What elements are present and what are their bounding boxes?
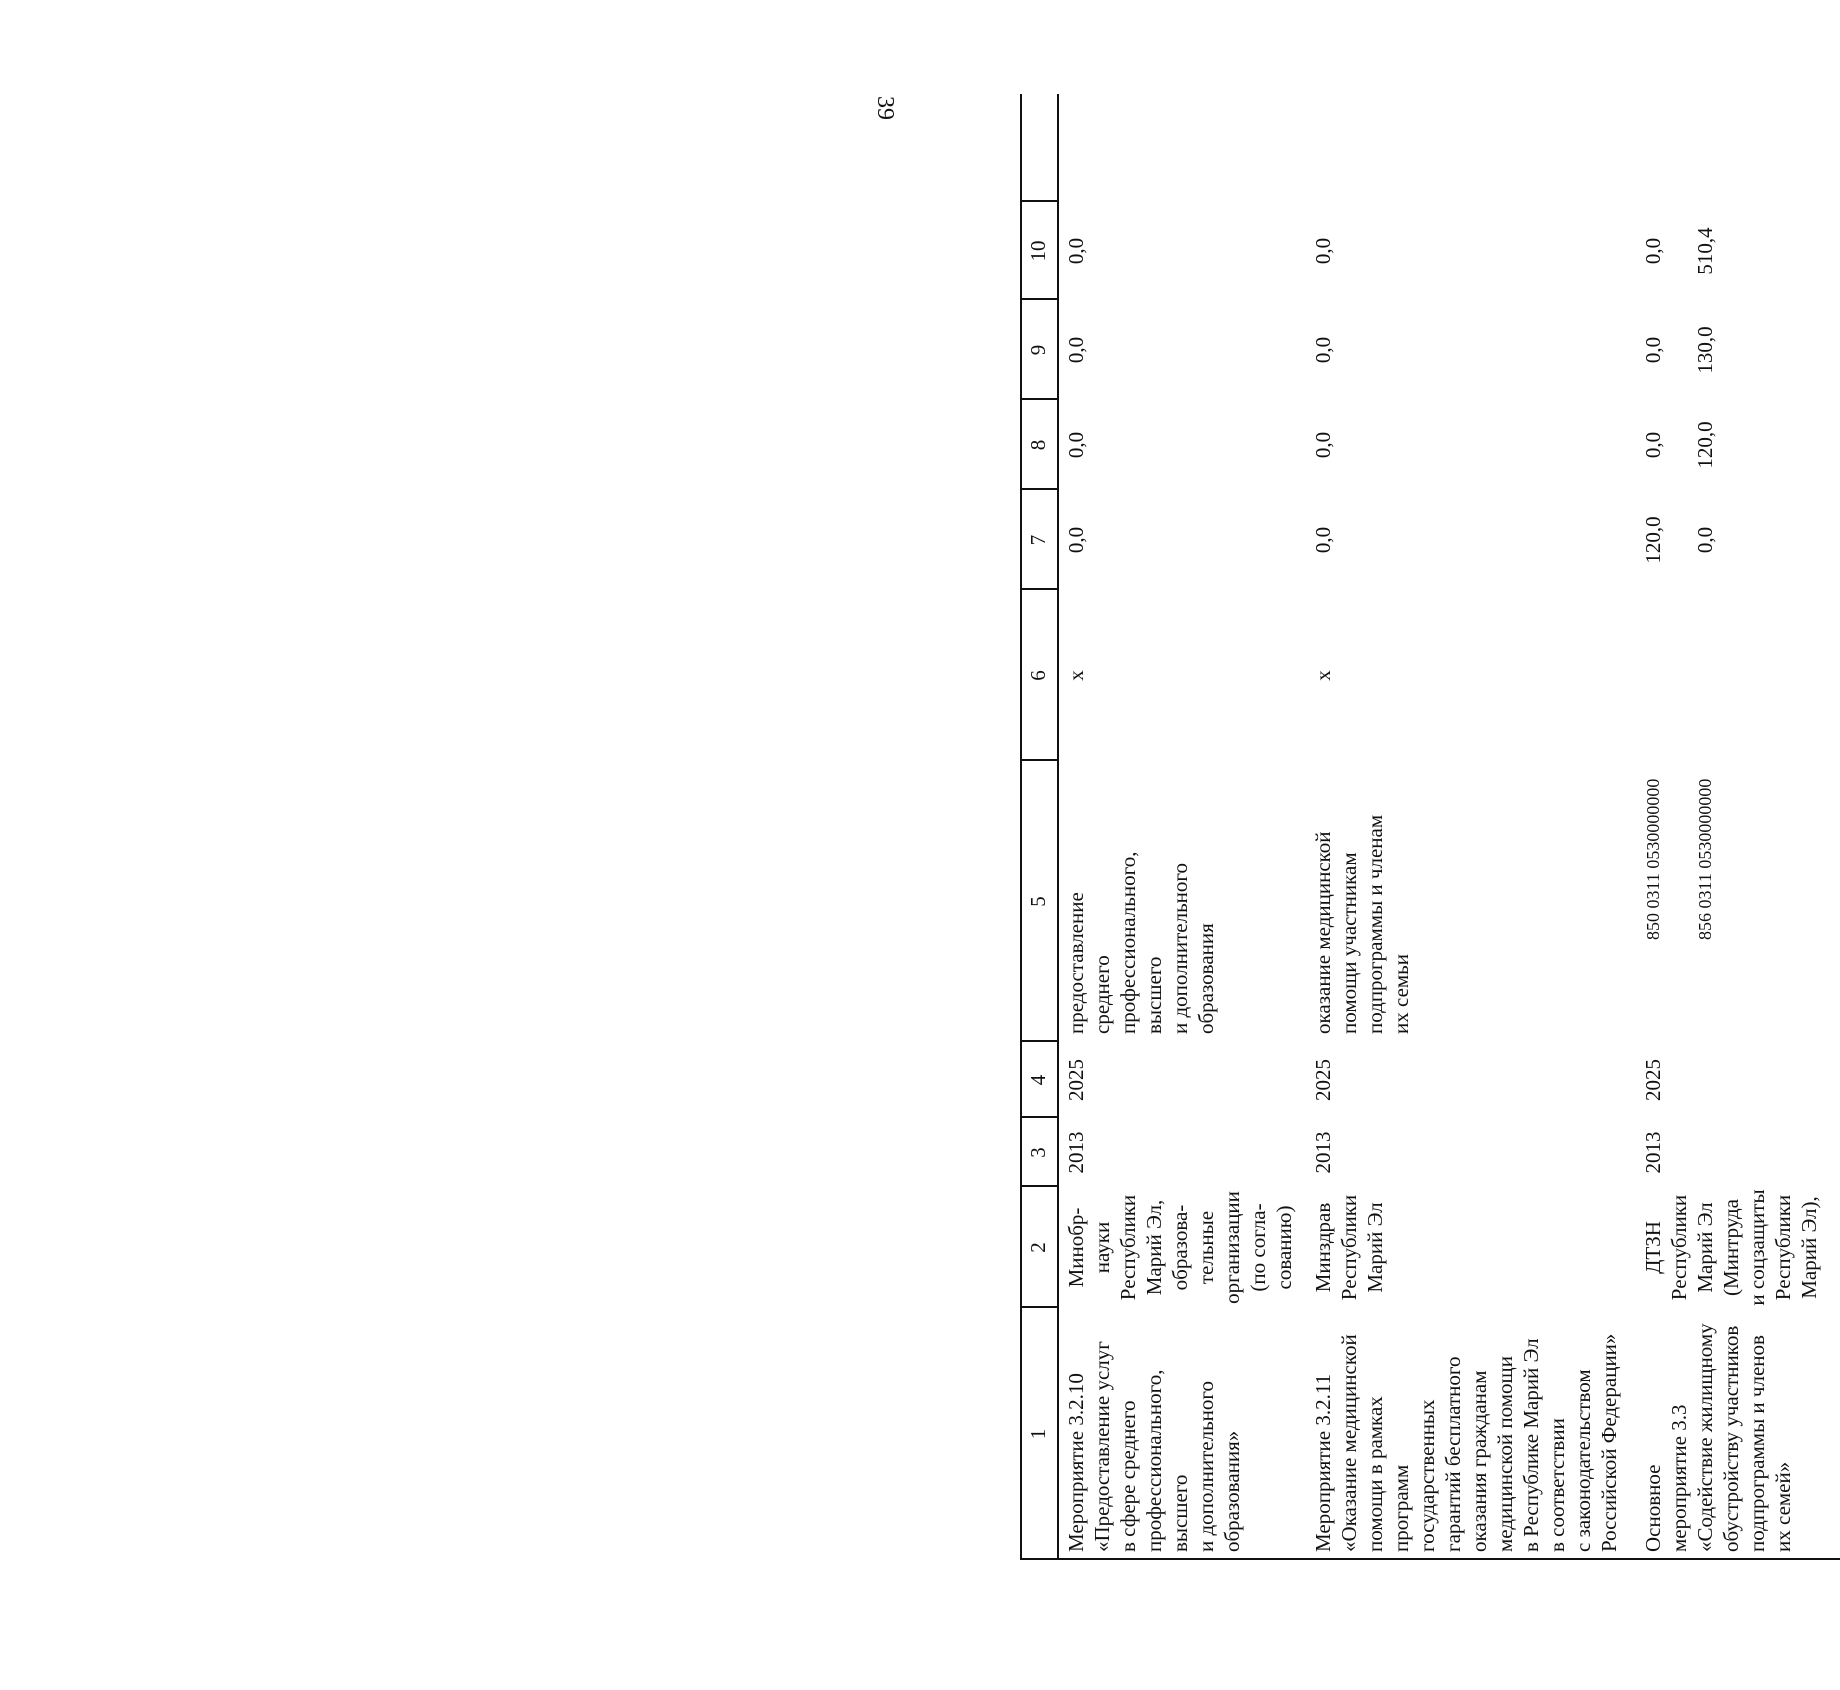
row1-col4: 2025 [1064,1059,1088,1101]
row1-col5: предоставление среднего профессионального, высшего и дополнительного образования [1064,851,1218,1034]
header-col-2: 2 [1026,1242,1050,1253]
row3-col6: 850 0311 0530000000 856 0311 0530000000 [1643,778,1715,940]
row2-col2: Минздрав Республики Марий Эл [1311,1194,1387,1301]
row2-col7: 0,0 [1311,526,1335,554]
row2-col8: 0,0 [1311,431,1335,459]
header-col-8: 8 [1026,439,1050,451]
header-col-10: 10 [1026,240,1050,262]
row3-col10: 0,0 510,4 [1641,227,1717,275]
row1-col2: Минобр- науки Республики Марий Эл, образова- тельные организации (по согла- сованию) [1064,1191,1296,1304]
row1-col3: 2013 [1064,1131,1088,1174]
row2-col5: оказание медицинской помощи участникам подпрограммы и членам их семьи [1311,814,1413,1034]
header-col-9: 9 [1026,344,1050,356]
row3-col3: 2013 [1641,1131,1665,1174]
row2-col10: 0,0 [1311,237,1335,265]
table-left-border [1057,1558,1840,1560]
row2-col9: 0,0 [1311,336,1335,364]
row1-col9: 0,0 [1064,336,1088,364]
row1-col7: 0,0 [1064,526,1088,554]
header-col-3: 3 [1026,1147,1050,1158]
row3-col7: 120,0 0,0 [1641,516,1717,564]
row3-col1: Основное мероприятие 3.3 «Содействие жилищному обустройству участников подпрограммы и членов их семей» [1641,1323,1795,1552]
row3-col8: 0,0 120,0 [1641,421,1717,469]
row2-col3: 2013 [1311,1131,1335,1174]
row2-col6: x [1311,670,1335,681]
row1-col6: x [1064,670,1088,681]
header-col-6: 6 [1026,670,1050,681]
header-col-1: 1 [1026,1428,1050,1440]
rotated-table [1020,94,1840,1564]
header-bottom-rule [1057,94,1059,1560]
row1-col1: Мероприятие 3.2.10 «Предоставление услуг в сфере среднего профессионального, высшего и дополнительного образования» [1064,1341,1244,1552]
page-number: 39 [872,96,898,120]
row3-col9: 0,0 130,0 [1641,326,1717,374]
row2-col1: Мероприятие 3.2.11 «Оказание медицинской помощи в рамках программ государственных гарантий бесплатного оказания гражданам медицинской помощи в Республике Марий Эл в соответствии с законодательством Российской Федерации» [1311,1333,1621,1552]
row1-col8: 0,0 [1064,431,1088,459]
row1-col10: 0,0 [1064,237,1088,265]
header-col-5: 5 [1026,896,1050,907]
row2-col4: 2025 [1311,1059,1335,1101]
header-top-rule [1020,94,1022,1560]
header-col-7: 7 [1026,534,1050,546]
row3-col4: 2025 [1641,1059,1665,1101]
row3-col2: ДТЗН Республики Марий Эл (Минтруда и соцзащиты Республики Марий Эл), [1641,1189,1821,1306]
header-col-4: 4 [1026,1074,1050,1086]
